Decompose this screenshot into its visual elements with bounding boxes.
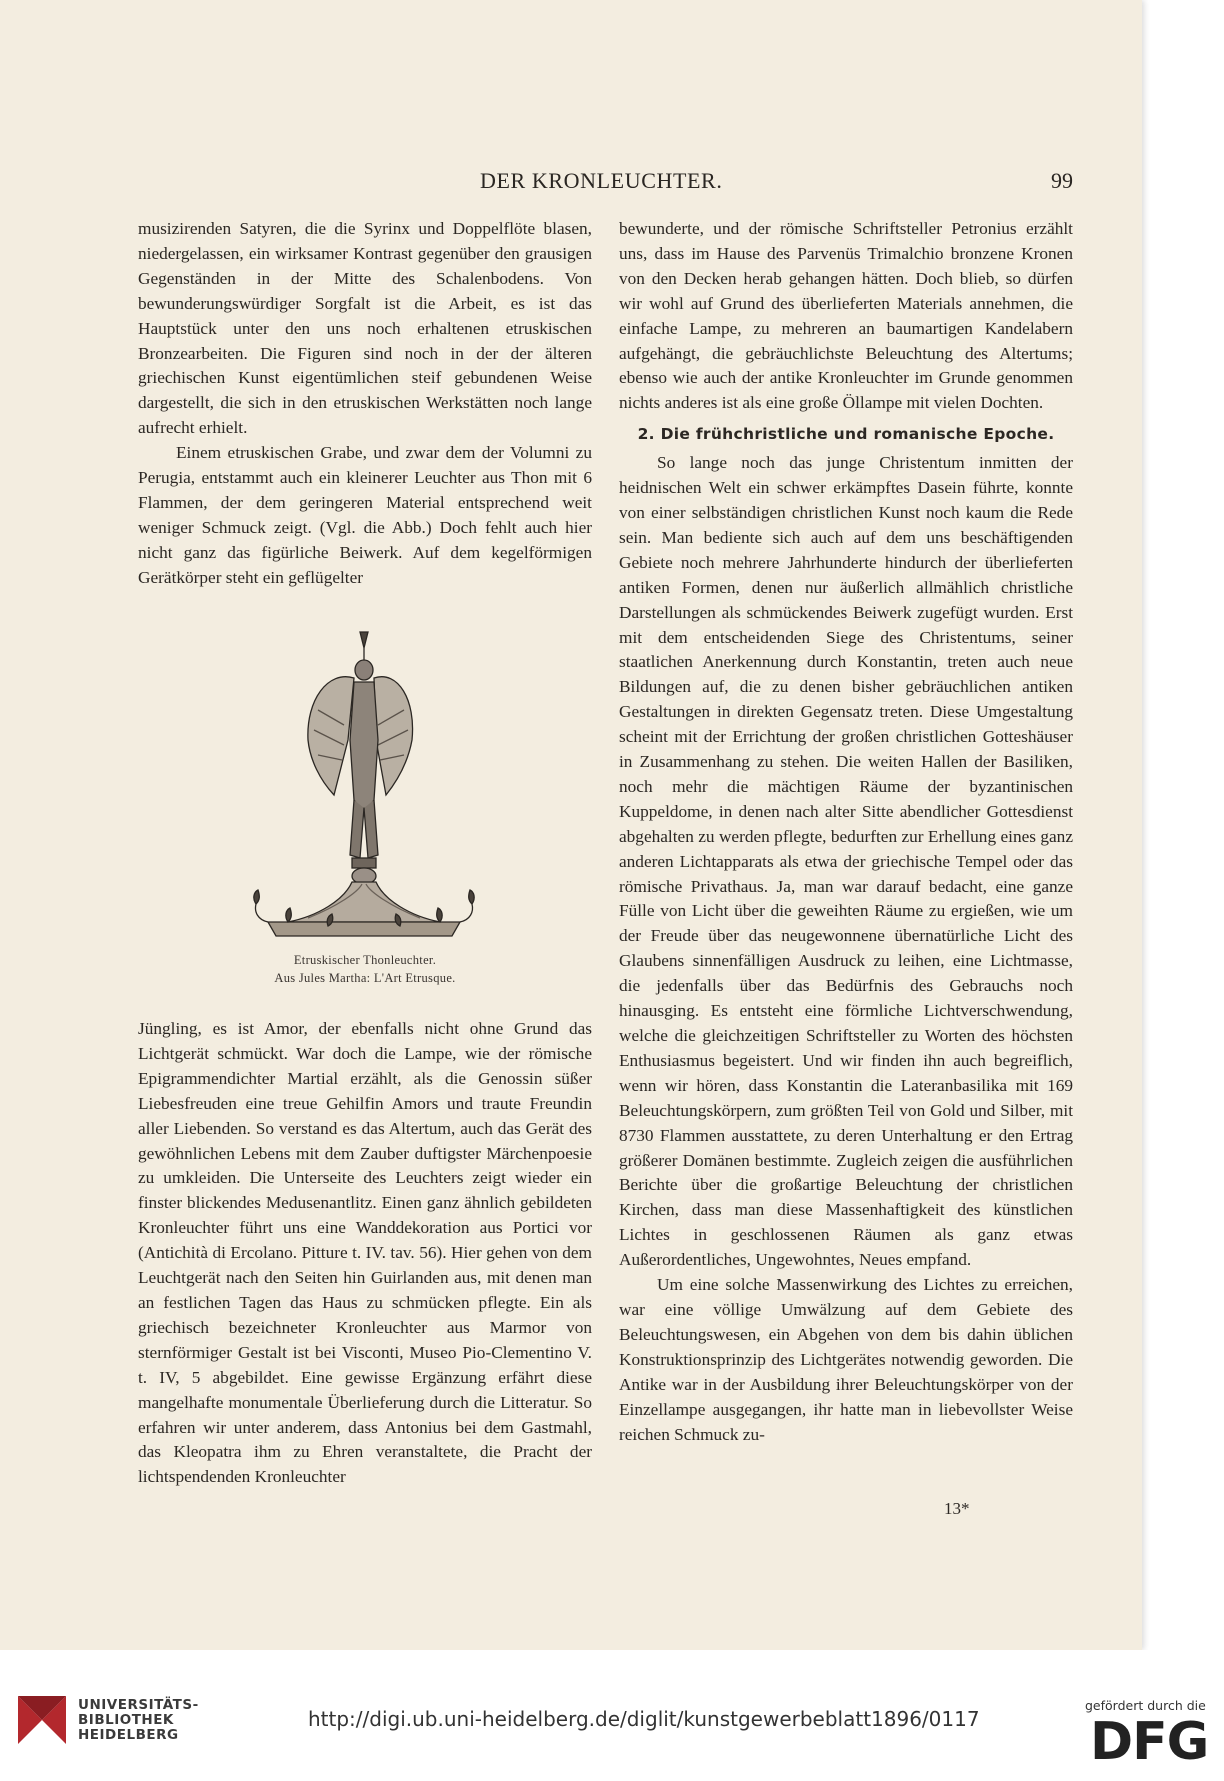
figure-caption-source: Aus Jules Martha: L'Art Etrusque. <box>274 971 456 985</box>
library-name-line: HEIDELBERG <box>78 1727 179 1743</box>
etruscan-lamp-illustration <box>248 630 496 940</box>
paragraph: Einem etruskischen Grabe, und zwar dem der Volumni zu Perugia, entstammt auch ein kleinerer Leuchter aus Thon mit 6 Flammen, der dem geringeren Material entsprechend weit weniger Schmuck zeigt. (Vgl. die Abb.) Doch fehlt auch hier nicht ganz das figürliche Beiwerk. Auf dem kegelförmigen Gerätkörper steht ein geflügelter <box>138 443 592 587</box>
footer-bar <box>0 1650 1224 1781</box>
running-title: DER KRONLEUCHTER. <box>480 168 723 193</box>
figure-caption-title: Etruskischer Thonleuchter. <box>293 953 437 967</box>
left-column-bottom <box>138 1017 592 1490</box>
digitization-url-link[interactable]: http://digi.ub.uni-heidelberg.de/diglit/kunstgewerbeblatt1896/0117 <box>308 1707 980 1731</box>
university-seal-icon <box>12 1690 72 1750</box>
right-column <box>619 217 1073 1447</box>
paragraph: bewunderte, und der römische Schriftsteller Petronius erzählt uns, dass im Hause des Parvenüs Trimalchio bronzene Kronen von den Decken herab gehangen hätten. Doch blieb, so dürfen wir wohl auf Grund des überlieferten Materials annehmen, die einfache Lampe, zu mehreren an baumartigen Kandelabern aufgehängt, die gebräuchlichste Beleuchtung des Altertums; ebenso wie auch der antike Kronleuchter im Grunde genommen nichts anderes ist als eine große Öllampe mit vielen Dochten. <box>619 219 1073 413</box>
signature-mark: 13* <box>944 1499 970 1518</box>
library-name-line: UNIVERSITÄTS- <box>78 1697 199 1713</box>
left-column-top <box>138 217 592 591</box>
library-name-line: BIBLIOTHEK <box>78 1712 174 1728</box>
paragraph: Jüngling, es ist Amor, der ebenfalls nicht ohne Grund das Lichtgerät schmückt. War doch die Lampe, wie der römische Epigrammendichter Martial erzählt, als die Genossin süßer Liebesfreuden eine treue Gehilfin Amors und traute Freundin aller Liebenden. So verstand es das Altertum, auch das Gerät des gewöhnlichen Lebens mit dem Zauber duftigster Märchenpoesie zu umkleiden. Die Unterseite des Leuchters zeigt wieder ein finster blickendes Medusenantlitz. Einen ganz ähnlich gebildeten Kronleuchter führt uns eine Wanddekoration aus Portici vor (Antichità di Ercolano. Pitture t. IV. tav. 56). Hier gehen von dem Leuchtgerät nach den Seiten hin Guirlanden aus, mit denen man an festlichen Tagen das Haus zu schmücken pflegte. Ein als griechisch bezeichneter Kronleuchter aus Marmor von sternförmiger Gestalt ist bei Visconti, Museo Pio-Clementino V. t. IV, 5 abgebildet. Eine gewisse Ergänzung erfährt diese mangelhafte monumentale Überlieferung durch die Litteratur. So erfahren wir unter anderem, dass Antonius bei dem Gastmahl, das Kleopatra ihm zu Ehren veranstaltete, die Pracht der lichtspendenden Kronleuchter <box>138 1019 592 1487</box>
running-header <box>0 168 1142 192</box>
section-heading: 2. Die frühchristliche und romanische Epoche. <box>637 425 1055 444</box>
page-number: 99 <box>1051 168 1073 193</box>
library-name <box>78 1698 199 1743</box>
paragraph: So lange noch das junge Christentum inmitten der heidnischen Welt ein schwer erkämpftes Dasein führte, konnte von einer selbständigen christlichen Kunst noch kaum die Rede sein. Man bediente sich auch auf dem uns beschäftigenden Gebiete noch mehrere Jahrhunderte hindurch der überlieferten antiken Formen, denen nur äußerlich allmählich christliche Darstellungen als schmückendes Beiwerk zugefügt wurden. Erst mit dem entscheidenden Siege des Christentums, seiner staatlichen Anerkennung durch Konstantin, treten auch neue Bildungen auf, die zu denen bisher gebräuchlichen antiken Gestaltungen in direkten Gegensatz treten. Diese Umgestaltung scheint mit der Errichtung der großen christlichen Gotteshäuser in Zusammenhang zu stehen. Die weiten Hallen der Basiliken, noch mehr die mächtigen Räume der byzantinischen Kuppeldome, in denen nach alter Sitte abendlicher Gottesdienst abgehalten zu werden pflegte, bedurften zur Erhellung eines ganz anderen Lichtapparats als etwa der griechische Tempel oder das römische Privathaus. Ja, man war darauf bedacht, eine ganze Fülle von Licht über die geweihten Räume zu ergießen, wie um der Freude über das neugewonnene übernatürliche Licht des Glaubens sinnenfälligen Ausdruck zu leihen, eine Lichtmasse, die jedenfalls über das Bedürfnis des Gebrauchs noch hinausging. Es entsteht eine förmliche Lichtverschwendung, welche die gleichzeitigen Schriftsteller zu Worten des höchsten Enthusiasmus begeistert. Und wir finden ihn auch begreiflich, wenn wir hören, dass Konstantin die Lateranbasilika mit 169 Beleuchtungskörpern, zum größten Teil von Gold und Silber, mit 8730 Flammen ausstattete, zu deren Unterhaltung er den Ertrag größerer Domänen bestimmte. Zugleich zeigen die ausführlichen Berichte über die großartige Beleuchtung der christlichen Kirchen, dass man diese Massenhaftigkeit des künstlichen Lichtes in geschlossenen Räumen als ganz etwas Außerordentliches, Ungewohntes, Neues empfand. <box>619 453 1073 1270</box>
paragraph: musizirenden Satyren, die die Syrinx und Doppelflöte blasen, niedergelassen, ein wirksamer Kontrast gegenüber den grausigen Gegenständen in der Mitte des Schalenbodens. Von bewunderungswürdiger Sorgfalt ist die Arbeit, es ist das Hauptstück unter den uns noch erhaltenen etruskischen Bronzearbeiten. Die Figuren sind noch in der der älteren griechischen Kunst eigentümlichen steif gebundenen Weise dargestellt, die sich in den etruskischen Werkstätten noch lange aufrecht erhielt. <box>138 219 592 438</box>
dfg-logo: DFG <box>1090 1712 1209 1772</box>
paragraph: Um eine solche Massenwirkung des Lichtes zu erreichen, war eine völlige Umwälzung auf dem Gebiete des Beleuchtungswesen, ein Abgehen von dem bis dahin üblichen Konstruktionsprinzip des Lichtgerätes notwendig geworden. Die Antike war in der Ausbildung ihrer Beleuchtungskörper von der Einzellampe ausgegangen, ihr hatte man in liebevollster Weise reichen Schmuck zu- <box>619 1275 1073 1444</box>
funding-text: gefördert durch die <box>1085 1698 1206 1713</box>
